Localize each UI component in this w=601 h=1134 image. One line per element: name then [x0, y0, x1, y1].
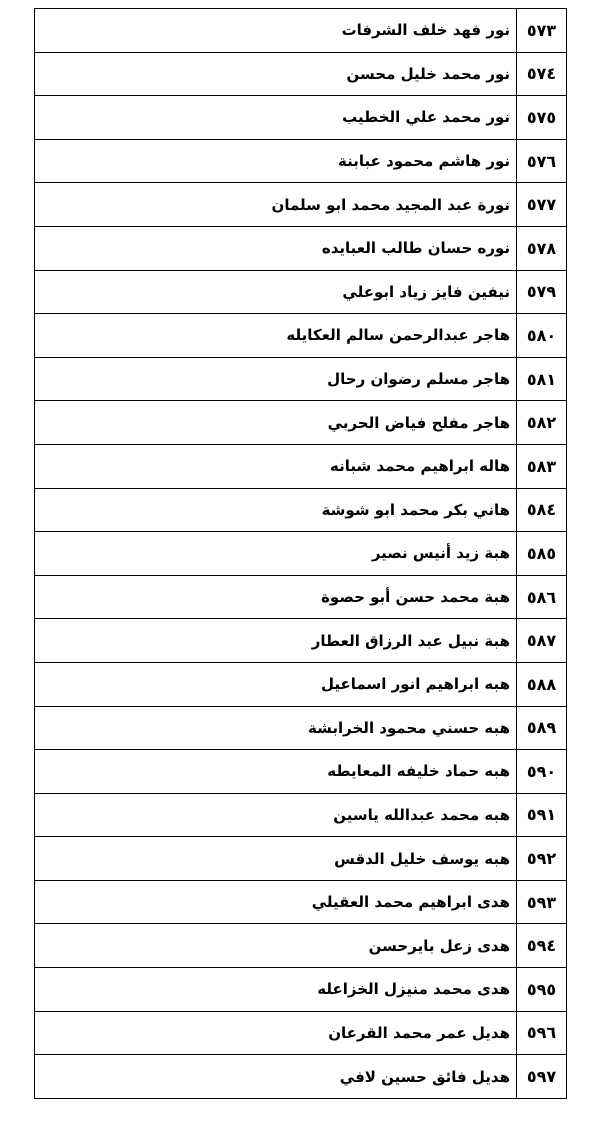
- row-number-cell: ٥٨٣: [517, 444, 567, 488]
- table-row: [35, 52, 567, 96]
- table-row: [35, 314, 567, 358]
- table-row: [35, 226, 567, 270]
- table-row: [35, 532, 567, 576]
- row-number-cell: ٥٧٩: [517, 270, 567, 314]
- person-name-cell: هديل عمر محمد القرعان: [35, 1011, 517, 1055]
- row-number-cell: ٥٨٤: [517, 488, 567, 532]
- person-name-cell: نوره حسان طالب العبايده: [35, 226, 517, 270]
- person-name-cell: هاله ابراهيم محمد شبانه: [35, 444, 517, 488]
- person-name-cell: هبه ابراهيم انور اسماعيل: [35, 662, 517, 706]
- person-name-cell: هاجر عبدالرحمن سالم العكايله: [35, 314, 517, 358]
- row-number-cell: ٥٩٣: [517, 880, 567, 924]
- row-number-cell: ٥٧٣: [517, 9, 567, 53]
- row-number-cell: ٥٨٦: [517, 575, 567, 619]
- table-row: [35, 357, 567, 401]
- row-number-cell: ٥٨٠: [517, 314, 567, 358]
- table-row: [35, 750, 567, 794]
- table-row: [35, 837, 567, 881]
- table-row: [35, 924, 567, 968]
- person-name-cell: هبة نبيل عبد الرزاق العطار: [35, 619, 517, 663]
- person-name-cell: نور محمد خليل محسن: [35, 52, 517, 96]
- table-row: [35, 880, 567, 924]
- person-name-cell: هبه حماد خليفه المعايطه: [35, 750, 517, 794]
- row-number-cell: ٥٨٢: [517, 401, 567, 445]
- row-number-cell: ٥٧٦: [517, 139, 567, 183]
- row-number-cell: ٥٩٦: [517, 1011, 567, 1055]
- person-name-cell: هدى ابراهيم محمد العقيلي: [35, 880, 517, 924]
- person-name-cell: هبة زيد أنيس نصير: [35, 532, 517, 576]
- row-number-cell: ٥٩٧: [517, 1055, 567, 1099]
- person-name-cell: هاجر مسلم رضوان رحال: [35, 357, 517, 401]
- row-number-cell: ٥٨٨: [517, 662, 567, 706]
- table-row: [35, 662, 567, 706]
- table-row: [35, 270, 567, 314]
- person-name-cell: هدى زعل بايرحسن: [35, 924, 517, 968]
- row-number-cell: ٥٩٢: [517, 837, 567, 881]
- table-row: [35, 968, 567, 1012]
- person-name-cell: هبه حسني محمود الخرابشة: [35, 706, 517, 750]
- table-row: [35, 793, 567, 837]
- person-name-cell: نيفين فايز زياد ابوعلي: [35, 270, 517, 314]
- person-name-cell: هاجر مفلح فياض الحربي: [35, 401, 517, 445]
- row-number-cell: ٥٧٧: [517, 183, 567, 227]
- table-row: [35, 96, 567, 140]
- person-name-cell: نورة عبد المجيد محمد ابو سلمان: [35, 183, 517, 227]
- table-row: [35, 619, 567, 663]
- names-table: [34, 8, 567, 1099]
- row-number-cell: ٥٧٤: [517, 52, 567, 96]
- person-name-cell: نور محمد علي الخطيب: [35, 96, 517, 140]
- person-name-cell: نور فهد خلف الشرفات: [35, 9, 517, 53]
- row-number-cell: ٥٩٤: [517, 924, 567, 968]
- row-number-cell: ٥٨٥: [517, 532, 567, 576]
- table-row: [35, 488, 567, 532]
- table-row: [35, 183, 567, 227]
- names-table-body: [35, 9, 567, 1099]
- person-name-cell: هبة محمد حسن أبو حصوة: [35, 575, 517, 619]
- row-number-cell: ٥٨١: [517, 357, 567, 401]
- row-number-cell: ٥٨٩: [517, 706, 567, 750]
- person-name-cell: هبه يوسف خليل الدقس: [35, 837, 517, 881]
- table-row: [35, 1011, 567, 1055]
- row-number-cell: ٥٧٥: [517, 96, 567, 140]
- row-number-cell: ٥٩٠: [517, 750, 567, 794]
- row-number-cell: ٥٨٧: [517, 619, 567, 663]
- person-name-cell: هبه محمد عبدالله ياسين: [35, 793, 517, 837]
- person-name-cell: هدى محمد منيزل الخزاعله: [35, 968, 517, 1012]
- person-name-cell: نور هاشم محمود عبابنة: [35, 139, 517, 183]
- table-row: [35, 575, 567, 619]
- person-name-cell: هاني بكر محمد ابو شوشة: [35, 488, 517, 532]
- row-number-cell: ٥٩١: [517, 793, 567, 837]
- names-table-container: [34, 8, 566, 1099]
- person-name-cell: هديل فائق حسين لافي: [35, 1055, 517, 1099]
- table-row: [35, 9, 567, 53]
- table-row: [35, 139, 567, 183]
- table-row: [35, 706, 567, 750]
- table-row: [35, 401, 567, 445]
- table-row: [35, 1055, 567, 1099]
- table-row: [35, 444, 567, 488]
- row-number-cell: ٥٧٨: [517, 226, 567, 270]
- row-number-cell: ٥٩٥: [517, 968, 567, 1012]
